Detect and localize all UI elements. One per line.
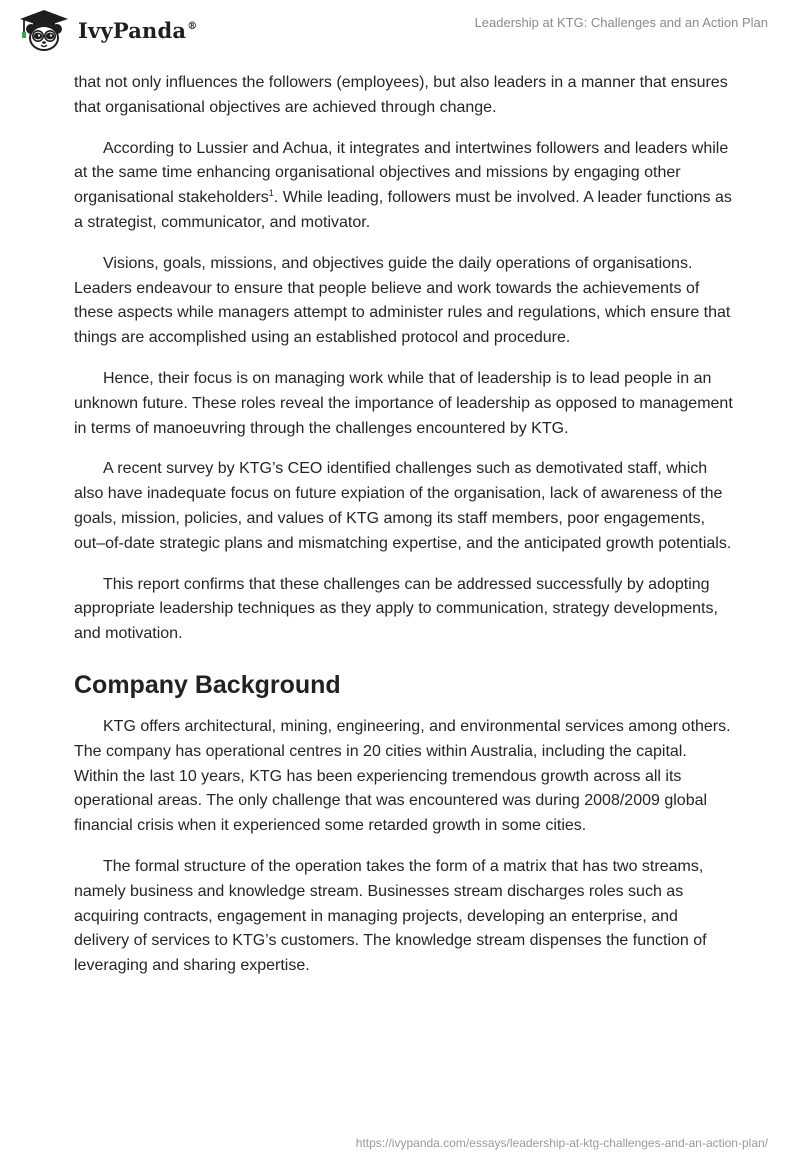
paragraph-focus: Hence, their focus is on managing work while that of leadership is to lead people in an unknown future. These roles reveal the importance of leadership as opposed to management in terms of manoeuvring through the challenges encountered by KTG. bbox=[74, 369, 733, 437]
paragraph-ktg-services: KTG offers architectural, mining, engineering, and environmental services among others. The company has operational centres in 20 cities within Australia, including the capital. Within the last 10 years, KTG has been experiencing tremendous growth across all its operational areas. The only challenge that was encountered was during 2008/2009 global financial crisis when it experienced some retarded growth in some cities. bbox=[74, 717, 731, 835]
document-title: Leadership at KTG: Challenges and an Action Plan bbox=[474, 15, 768, 30]
paragraph-formal-structure: The formal structure of the operation takes the form of a matrix that has two streams, namely business and knowledge stream. Businesses stream discharges roles such as acquiring contracts, engagement in managing projects, developing an enterprise, and delivery of services to KTG’s customers. The knowledge stream dispenses the function of leveraging and sharing expertise. bbox=[74, 857, 707, 975]
paragraph-report: This report confirms that these challenges can be addressed successfully by adopting appropriate leadership techniques as they apply to communication, strategy developments, and motivation. bbox=[74, 575, 718, 643]
paragraph-continued: that not only influences the followers (employees), but also leaders in a manner that ensures that organisational objectives are achieved through change. bbox=[74, 74, 728, 116]
article-body bbox=[74, 71, 734, 995]
paragraph-visions-goals: Visions, goals, missions, and objectives guide the daily operations of organisations. Leaders endeavour to ensure that people believe and work towards the achievements of these aspects while managers attempt to administer rules and regulations, which ensure that things are accomplished using an established protocol and procedure. bbox=[74, 254, 731, 347]
section-heading: Company Background bbox=[74, 670, 341, 699]
paragraph-survey: A recent survey by KTG’s CEO identified challenges such as demotivated staff, which also have inadequate focus on future expiation of the organisation, lack of awareness of the goals, mission, policies, and values of KTG among its staff members, poor engagements, out–of-date strategic plans and mismatching expertise, and the anticipated growth potentials. bbox=[74, 460, 732, 552]
paragraph-text: . While leading, followers must be involved. A leader functions as a strategist, communicator, and motivator. bbox=[74, 189, 732, 231]
ivypanda-logo[interactable] bbox=[14, 8, 197, 52]
brand-name bbox=[78, 18, 197, 43]
registered-mark: ® bbox=[187, 20, 198, 32]
source-url[interactable]: https://ivypanda.com/essays/leadership-at-ktg-challenges-and-an-action-plan/ bbox=[355, 1136, 768, 1150]
page-header bbox=[0, 0, 800, 70]
brand-name-text: IvyPanda bbox=[78, 17, 187, 43]
paragraph-text: According to Lussier and Achua, it integrates and intertwines followers and leaders while at the same time enhancing organisational objectives and missions by engaging other organisational stakeholders bbox=[74, 139, 729, 207]
panda-graduate-icon bbox=[14, 8, 74, 52]
footnote-reference[interactable]: 1 bbox=[268, 188, 274, 199]
paragraph-lussier-achua bbox=[74, 137, 734, 236]
